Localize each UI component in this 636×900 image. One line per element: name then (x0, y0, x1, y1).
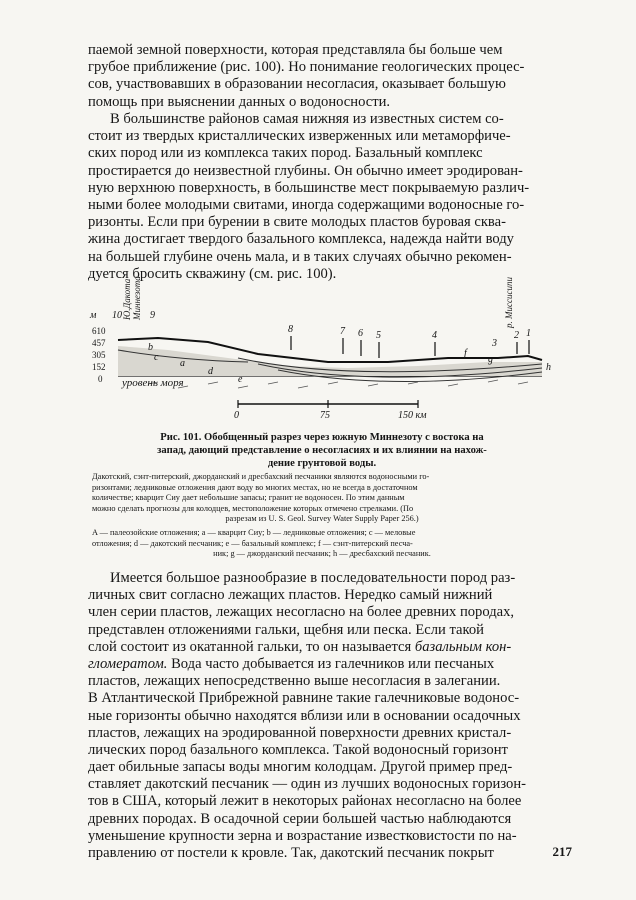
notes-line: разрезам из U. S. Geol. Survey Water Supply Paper 256.) (225, 514, 419, 524)
text-line: уменьшение крупности зерна и возрастание известковистости по на- (88, 827, 517, 844)
text-line: ные горизонты обычно находятся вблизи или в основании осадочных (88, 707, 521, 724)
layer-letter: e (238, 374, 243, 385)
legend-line: ник; g — джорданский песчаник; h — дресбахский песчаник. (213, 549, 431, 559)
y-tick: 305 (92, 350, 106, 360)
scale-label: 75 (320, 410, 330, 421)
notes-line: ризонтами; ледниковые отложения дают воду во многих местах, но не всегда в достаточном (92, 482, 418, 492)
well-number: 8 (288, 324, 293, 335)
notes-line: Дакотский, сэнт-питерский, джорданский и дресбахский песчаники являются водоносными го- (92, 472, 430, 481)
layer-letter: d (208, 366, 213, 377)
caption-line: Рис. 101. Обобщенный разрез через южную Миннезоту с востока на (160, 432, 484, 443)
text-line: член серии пластов, лежащих несогласно на более древних породах, (88, 604, 515, 621)
river-label: р. Миссисипи (504, 277, 514, 328)
text-line: ную верхнюю поверхность, в большинстве мест покрываемую различ- (88, 179, 530, 196)
text-line: пластов, лежащих на эродированной поверхности древних кристал- (88, 724, 512, 741)
layer-letter: g (488, 354, 493, 365)
text-line: личных свит согласно лежащих пластов. Нередко самый нижний (88, 587, 493, 604)
text-run: слой состоит из окатанной гальки, то он называется (88, 638, 412, 655)
notes-line: количестве; кварцит Сиу дает небольшие запасы; гранит не водоносен. По этим данным (92, 493, 405, 503)
y-tick: 610 (92, 326, 106, 336)
text-line: простирается до неизвестной глубины. Он обычно имеет эродирован- (88, 162, 523, 179)
y-tick: 0 (98, 374, 103, 384)
state-label: Ю.Дакота (122, 278, 132, 320)
italic-term: гломератом. (88, 655, 168, 672)
text-line: стоит из твердых кристаллических изверженных или метаморфиче- (88, 128, 511, 145)
text-line: ских пород или из комплекса таких пород. Базальный комплекс (88, 145, 483, 162)
text-line (88, 639, 572, 656)
basement-pattern (148, 380, 528, 388)
text-line: жина достигает твердого базального комплекса, надежда найти воду (88, 231, 514, 248)
text-line: тов в США, который лежит в некоторых районах несогласно на более (88, 793, 522, 810)
italic-term: базальным кон- (414, 638, 512, 655)
scale-label: 0 (234, 410, 239, 421)
text-line: древних породах. В осадочной серии большей частью наблюдаются (88, 810, 512, 827)
caption-line: дение грунтовой воды. (267, 458, 377, 469)
layer-letter: h (546, 362, 551, 373)
figure-caption (92, 431, 552, 470)
well-number: 1 (526, 328, 531, 339)
cross-section-diagram (88, 258, 558, 430)
well-number: 2 (514, 330, 519, 341)
text-line: ными более молодыми свитами, иногда содержащими водоносные го- (88, 196, 525, 213)
geologic-cross-section-figure (88, 258, 558, 430)
text-run: Вода часто добывается из галечников или песчаных (167, 655, 495, 672)
figure-legend (92, 528, 552, 560)
text-line: на большей глубине очень мала, и в таких случаях обычно рекомен- (88, 248, 512, 265)
well-number: 10 (112, 310, 122, 321)
text-line: помощь при выяснении данных о водоносности. (88, 93, 391, 110)
scale-label: 150 км (398, 410, 427, 421)
state-label: Миннезота (132, 276, 142, 320)
text-line: представлен отложениями гальки, щебня или песка. Если такой (88, 621, 484, 638)
paragraph-3 (88, 570, 572, 862)
text-line: правлению от постели к кровле. Так, дакотский песчаник покрыт (88, 845, 494, 861)
well-number: 7 (340, 326, 345, 337)
caption-line: запад, дающий представление о несогласиях и их влиянии на нахож- (157, 445, 487, 456)
legend-line: отложения; d — дакотский песчаник; e — базальный комплекс; f — сэнт-питерский песча- (92, 538, 413, 548)
text-line: Имеется большое разнообразие в последовательности пород раз- (110, 570, 516, 586)
y-axis-unit: м (90, 310, 97, 321)
sea-level-label: уровень моря (122, 377, 184, 389)
legend-line: A — палеозойские отложения; a — кварцит Сиу; b — ледниковые отложения; c — меловые (92, 528, 416, 537)
well-number: 4 (432, 330, 437, 341)
layer-letter: a (180, 358, 185, 369)
text-line: ризонты. Если при бурении в свите молодых пластов буровая сква- (88, 214, 506, 231)
y-tick: 152 (92, 362, 106, 372)
paragraph-1 (88, 42, 572, 111)
layer-letter: c (154, 352, 159, 363)
well-number: 3 (492, 338, 497, 349)
well-number: 6 (358, 328, 363, 339)
text-line: лических пород базального комплекса. Такой водоносный горизонт (88, 741, 508, 758)
layer-letter: f (464, 348, 467, 359)
figure-notes (92, 472, 552, 525)
text-line: дает обильные запасы воды многим колодцам. Другой пример пред- (88, 759, 513, 776)
text-line: дуется бросить скважину (см. рис. 100). (88, 265, 337, 282)
well-markers (112, 310, 531, 349)
text-line: сов, участвовавших в образовании несогласия, оказывает большую (88, 76, 506, 93)
text-line: В Атлантической Прибрежной равнине такие галечниковые водонос- (88, 690, 520, 707)
text-line: пластов, лежащих непосредственно выше несогласия в залегании. (88, 673, 501, 690)
well-number: 9 (150, 310, 155, 321)
text-line: грубое приближение (рис. 100). Но понимание геологических процес- (88, 59, 525, 76)
text-line: В большинстве районов самая нижняя из известных систем со- (110, 111, 504, 127)
well-number: 5 (376, 330, 381, 341)
text-line (88, 656, 572, 673)
notes-line: можно сделать прогнозы для колодцев, местоположение которых отмечено стрелками. (По (92, 503, 414, 513)
page-number: 217 (552, 844, 572, 859)
layer-letter: b (148, 342, 153, 353)
text-line: паемой земной поверхности, которая представляла бы больше чем (88, 42, 503, 58)
text-line: ставляет дакотский песчаник — один из лучших водоносных горизон- (88, 776, 526, 793)
y-tick: 457 (92, 338, 106, 348)
